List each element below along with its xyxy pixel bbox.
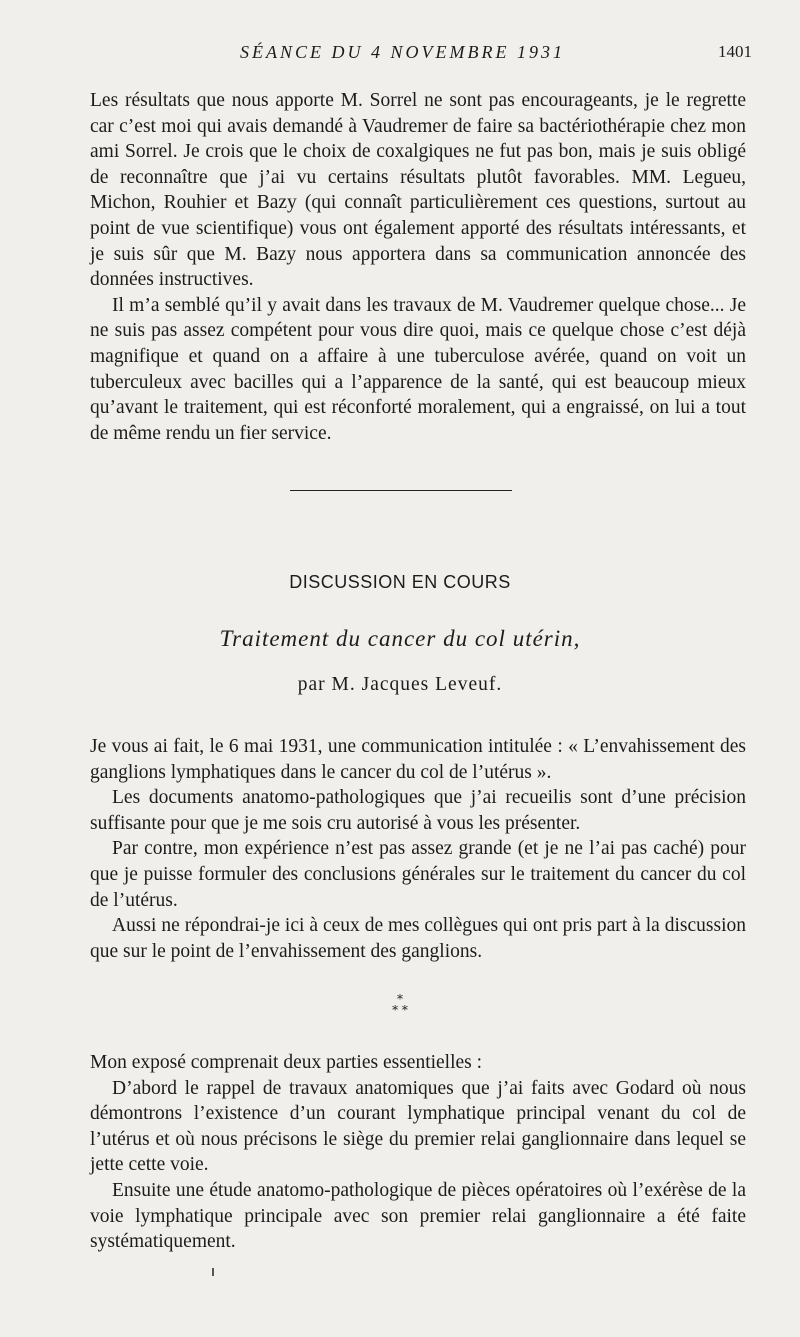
print-speck — [212, 1268, 214, 1276]
paragraph: Les documents anatomo-pathologiques que j’ai recueilis sont d’une précision suffisante pour que je me sois cru autorisé à vous les présenter. — [90, 787, 746, 834]
section-divider-rule — [290, 490, 512, 491]
paragraph: Je vous ai fait, le 6 mai 1931, une communication intitulée : « L’envahissement des ganglions lymphatiques dans le cancer du col de l’utérus ». — [90, 736, 746, 783]
article-body-part-2 — [90, 1050, 746, 1255]
discussion-continued-text — [90, 88, 746, 446]
section-heading: DISCUSSION EN COURS — [289, 572, 511, 592]
paragraph: Ensuite une étude anatomo-pathologique de pièces opératoires où l’exérèse de la voie lymphatique principale avec son premier relai ganglionnaire a été faite systématiquement. — [90, 1179, 746, 1253]
asterism-separator — [0, 994, 800, 1016]
paragraph: Aussi ne répondrai-je ici à ceux de mes collègues qui ont pris part à la discussion que sur le point de l’envahissement des ganglions. — [90, 915, 746, 962]
running-head — [0, 42, 800, 66]
asterism-top: * — [397, 992, 403, 1006]
running-title: SÉANCE DU 4 NOVEMBRE 1931 — [240, 42, 565, 62]
paragraph: Il m’a semblé qu’il y avait dans les travaux de M. Vaudremer quelque chose... Je ne suis pas assez compétent pour vous dire quoi, mais ce quelque chose c’est déjà magnifique et quand on a affaire à une tuberculose avérée, quand on voit un tuberculeux avec bacilles qui a l’apparence de la santé, qui est beaucoup mieux qu’avant le traitement, qui est réconforté moralement, qui a engraissé, on lui a tout de même rendu un fier service. — [90, 294, 746, 444]
paragraph: Par contre, mon expérience n’est pas assez grande (et je ne l’ai pas caché) pour que je puisse formuler des conclusions générales sur le traitement du cancer du col de l’utérus. — [90, 838, 746, 911]
paragraph: Mon exposé comprenait deux parties essentielles : — [90, 1052, 483, 1073]
article-body-part-1 — [90, 734, 746, 964]
paragraph: Les résultats que nous apporte M. Sorrel ne sont pas encourageants, je le regrette car c’est moi qui avais demandé à Vaudremer de faire sa bactériothérapie chez mon ami Sorrel. Je crois que le choix de coxalgiques ne fut pas bon, mais je suis obligé de reconnaître que j’ai vu certains résultats plutôt favorables. MM. Legueu, Michon, Rouhier et Bazy (qui connaît particulièrement ces questions, surtout au point de vue scientifique) vous ont également apporté des résultats intéressants, et je suis sûr que M. Bazy nous apportera dans sa communication annoncée des données instructives. — [90, 90, 746, 291]
page-number: 1401 — [718, 42, 752, 61]
asterism-bottom: * * — [392, 1003, 408, 1017]
article-byline: par M. Jacques Leveuf. — [297, 674, 503, 695]
paragraph: D’abord le rappel de travaux anatomiques que j’ai faits avec Godard où nous démontrons l’existence d’un courant lymphatique principal venant du col de l’utérus et où nous précisons le siège du premier relai ganglionnaire dans lequel se jette cette voie. — [90, 1077, 746, 1176]
article-title: Traitement du cancer du col utérin, — [219, 626, 581, 651]
